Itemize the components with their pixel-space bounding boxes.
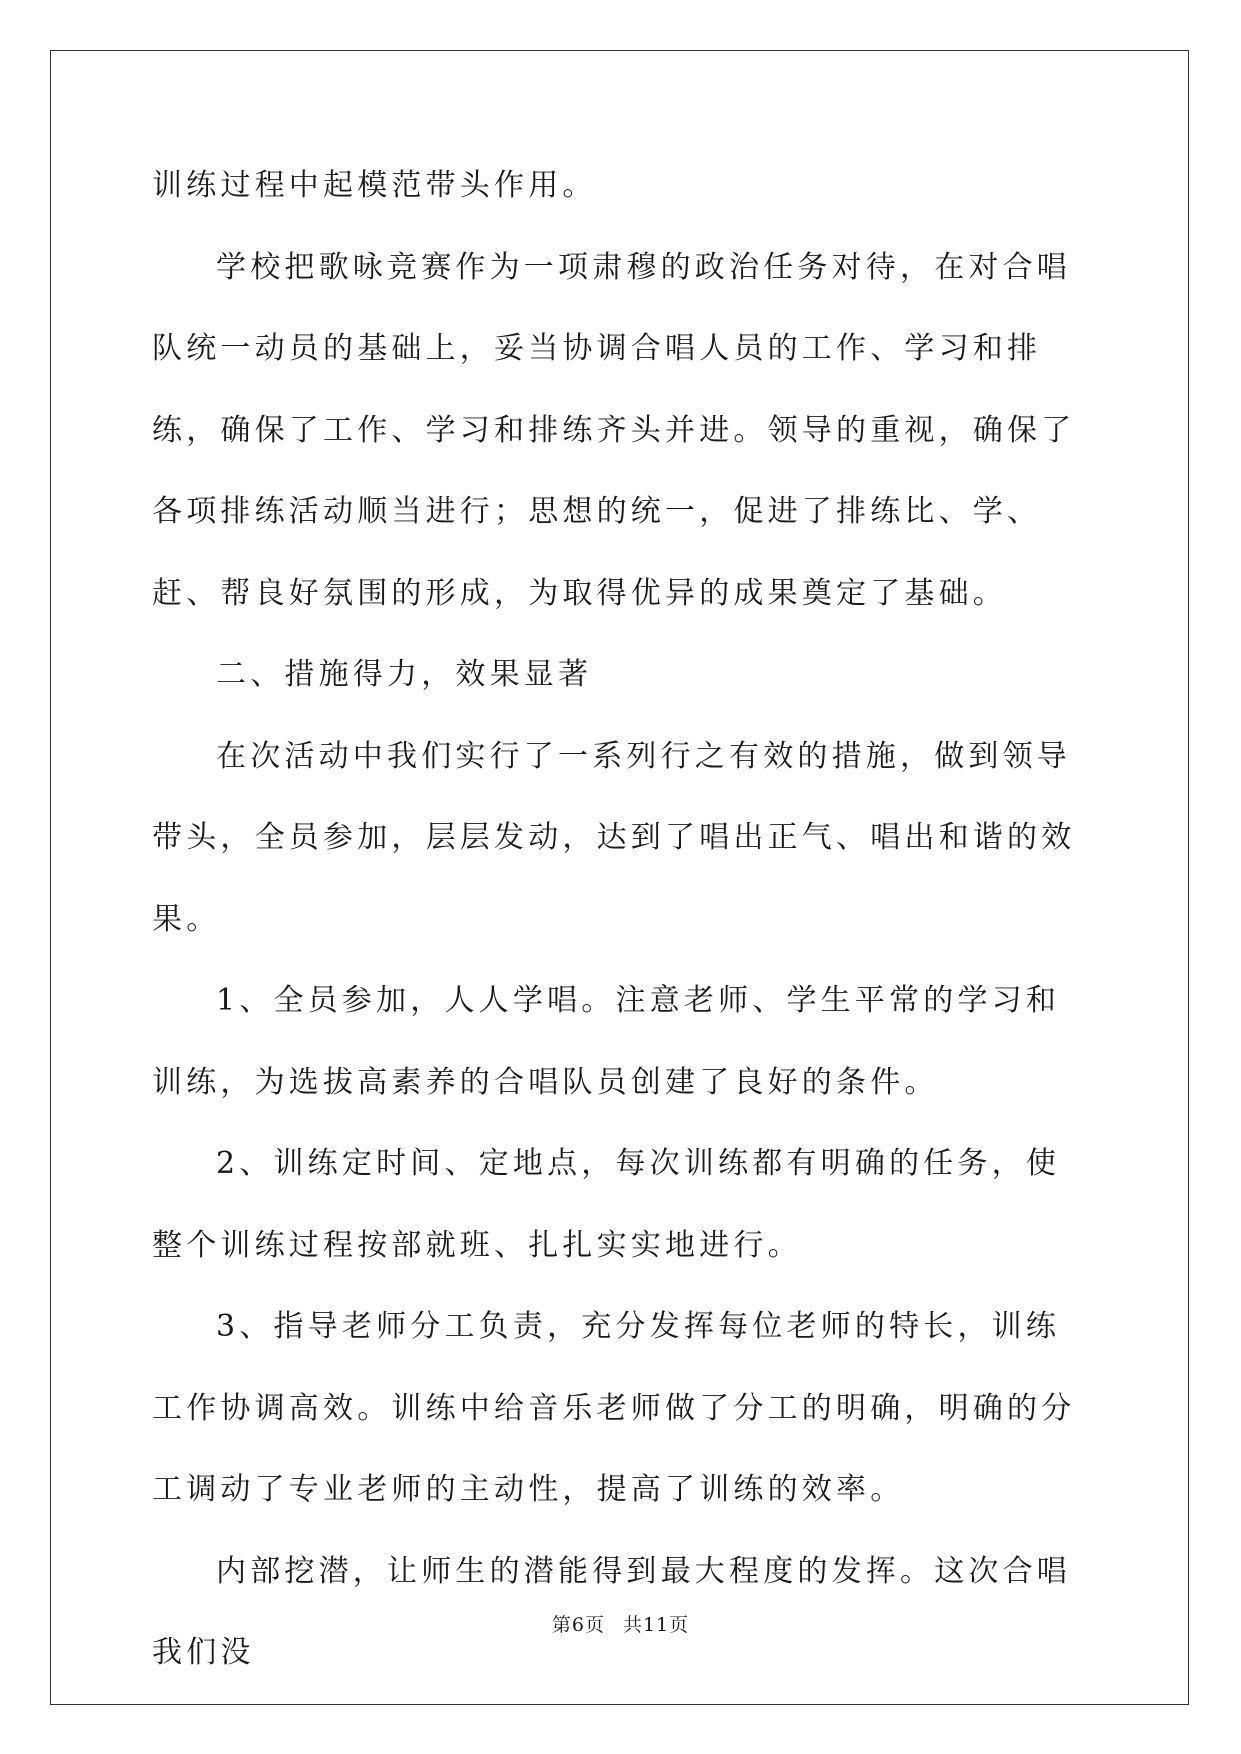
list-item: 1、全员参加，人人学唱。注意老师、学生平常的学习和训练，为选拔高素养的合唱队员创建了良好的条件。 xyxy=(152,983,1061,1100)
page-number: 第6页 xyxy=(551,1614,605,1636)
page-total: 共11页 xyxy=(622,1614,690,1636)
list-item: 3、指导老师分工负责，充分发挥每位老师的特长，训练工作协调高效。训练中给音乐老师做了分工的明确，明确的分工调动了专业老师的主动性，提高了训练的效率。 xyxy=(152,1309,1076,1507)
paragraph: 内部挖潜，让师生的潜能得到最大程度的发挥。这次合唱我们没 xyxy=(152,1553,1071,1670)
paragraph: 在次活动中我们实行了一系列行之有效的措施，做到领导带头，全员参加，层层发动，达到了唱出正气、唱出和谐的效果。 xyxy=(152,738,1076,937)
section-heading: 二、措施得力，效果显著 xyxy=(216,657,593,692)
document-body xyxy=(152,145,1092,1694)
list-item: 2、训练定时间、定地点，每次训练都有明确的任务，使整个训练过程按部就班、扎扎实实地进行。 xyxy=(152,1146,1061,1263)
page-footer xyxy=(0,1610,1241,1637)
paragraph: 学校把歌咏竞赛作为一项肃穆的政治任务对待，在对合唱队统一动员的基础上，妥当协调合唱人员的工作、学习和排练，确保了工作、学习和排练齐头并进。领导的重视，确保了各项排练活动顺当进行；思想的统一，促进了排练比、学、赶、帮良好氛围的形成，为取得优异的成果奠定了基础。 xyxy=(152,249,1076,611)
paragraph: 训练过程中起模范带头作用。 xyxy=(152,168,597,203)
